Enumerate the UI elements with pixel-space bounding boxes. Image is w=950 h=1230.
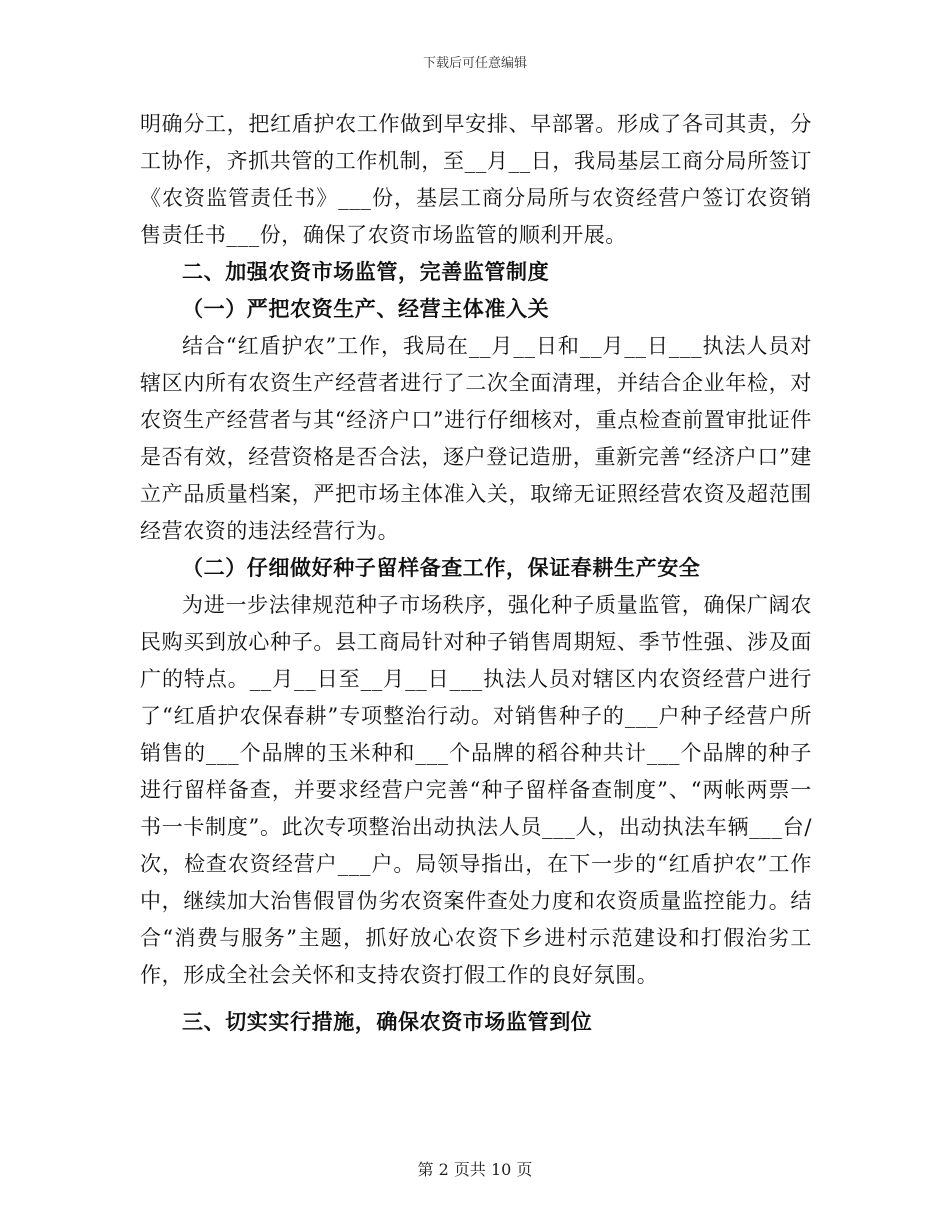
section-heading-2: 二、加强农资市场监管，完善监管制度 (182, 260, 550, 284)
paragraph-2: 结合“红盾护农”工作，我局在__月__日和__月__日___执法人员对辖区内所有农资生产经营者进行了二次全面清理，并结合企业年检，对农资生产经营者与其“经济户口”进行仔细核对，重点检查前置审批证件是否有效，经营资格是否合法，逐户登记造册，重新完善“经济户口”建立产品质量档案，严把市场主体准入关，取缔无证照经营农资及超范围经营农资的违法经营行为。 (140, 334, 812, 543)
paragraph-1: 明确分工，把红盾护农工作做到早安排、早部署。形成了各司其责，分工协作，齐抓共管的工作机制，至__月__日，我局基层工商分局所签订《农资监管责任书》___份，基层工商分局所与农资经营户签订农资销售责任书___份，确保了农资市场监管的顺利开展。 (140, 112, 812, 247)
subsection-heading-2-2: （二）仔细做好种子留样备查工作，保证春耕生产安全 (182, 556, 701, 580)
document-body (140, 106, 812, 1041)
page-number: 第 2 页共 10 页 (417, 1160, 533, 1179)
section-heading-3: 三、切实实行措施，确保农资市场监管到位 (182, 1010, 593, 1034)
subsection-heading-2-1: （一）严把农资生产、经营主体准入关 (182, 297, 550, 321)
paragraph-3: 为进一步法律规范种子市场秩序，强化种子质量监管，确保广阔农民购买到放心种子。县工商局针对种子销售周期短、季节性强、涉及面广的特点。__月__日至__月__日___执法人员对辖区内农资经营户进行了“红盾护农保春耕”专项整治行动。对销售种子的___户种子经营户所销售的___个品牌的玉米种和___个品牌的稻谷种共计___个品牌的种子进行留样备查，并要求经营户完善“种子留样备查制度”、“两帐两票一书一卡制度”。此次专项整治出动执法人员___人，出动执法车辆___台/次，检查农资经营户___户。局领导指出，在下一步的“红盾护农”工作中，继续加大治售假冒伪劣农资案件查处力度和农资质量监控能力。结合“消费与服务”主题，抓好放心农资下乡进村示范建设和打假治劣工作，形成全社会关怀和支持农资打假工作的良好氛围。 (140, 593, 812, 987)
page-header: 下载后可任意编辑 (422, 56, 527, 71)
